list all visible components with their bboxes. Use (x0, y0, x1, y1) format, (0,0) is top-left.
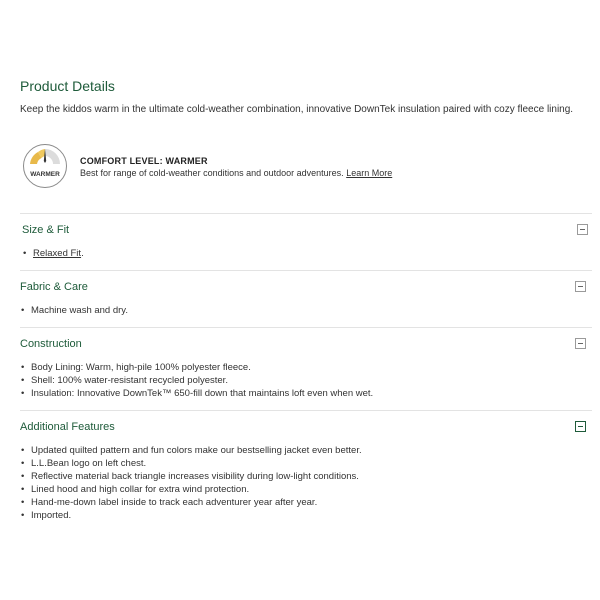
comfort-badge-label: WARMER (30, 171, 60, 178)
list-item: • Body Lining: Warm, high-pile 100% polyester fleece. (20, 361, 373, 374)
section-divider (20, 213, 592, 214)
relaxed-fit-link[interactable]: Relaxed Fit (33, 248, 82, 259)
accordion-fabric-care[interactable] (20, 277, 592, 297)
list-item: • Lined hood and high collar for extra wind protection. (20, 483, 362, 496)
minus-icon[interactable] (575, 281, 586, 292)
additional-features-list (20, 444, 362, 522)
list-item: • Insulation: Innovative DownTek™ 650-fill down that maintains loft even when wet. (20, 387, 373, 400)
list-item: • Relaxed Fit. (22, 247, 84, 260)
list-item: • Imported. (20, 509, 362, 522)
minus-icon[interactable] (575, 338, 586, 349)
comfort-heading: COMFORT LEVEL: WARMER (80, 156, 208, 166)
section-divider (20, 327, 592, 328)
accordion-construction[interactable] (20, 334, 592, 354)
list-item: • Reflective material back triangle increases visibility during low-light conditions. (20, 470, 362, 483)
page-title: Product Details (20, 78, 115, 94)
section-divider (20, 410, 592, 411)
comfort-description (80, 168, 392, 178)
minus-icon[interactable] (577, 224, 588, 235)
comfort-text: Best for range of cold-weather conditions and outdoor adventures. (80, 168, 344, 178)
fabric-care-list (20, 304, 128, 317)
accordion-size-fit[interactable] (22, 220, 594, 240)
section-title: Additional Features (20, 421, 115, 433)
construction-list (20, 361, 373, 400)
size-fit-list (22, 247, 84, 260)
list-item: • Shell: 100% water-resistant recycled polyester. (20, 374, 373, 387)
accordion-additional-features[interactable] (20, 417, 592, 437)
minus-icon[interactable] (575, 421, 586, 432)
learn-more-link[interactable]: Learn More (346, 168, 393, 178)
list-item: • Hand-me-down label inside to track each adventurer year after year. (20, 496, 362, 509)
list-item: • L.L.Bean logo on left chest. (20, 457, 362, 470)
list-item: • Updated quilted pattern and fun colors make our bestselling jacket even better. (20, 444, 362, 457)
section-title: Size & Fit (22, 224, 70, 236)
comfort-gauge-icon (22, 143, 68, 189)
comfort-level (22, 143, 582, 191)
list-item: • Machine wash and dry. (20, 304, 128, 317)
section-title: Construction (20, 338, 82, 350)
product-description: Keep the kiddos warm in the ultimate cold-weather combination, innovative DownTek insulation paired with cozy fleece lining. (20, 104, 574, 115)
section-divider (20, 270, 592, 271)
section-title: Fabric & Care (20, 281, 88, 293)
